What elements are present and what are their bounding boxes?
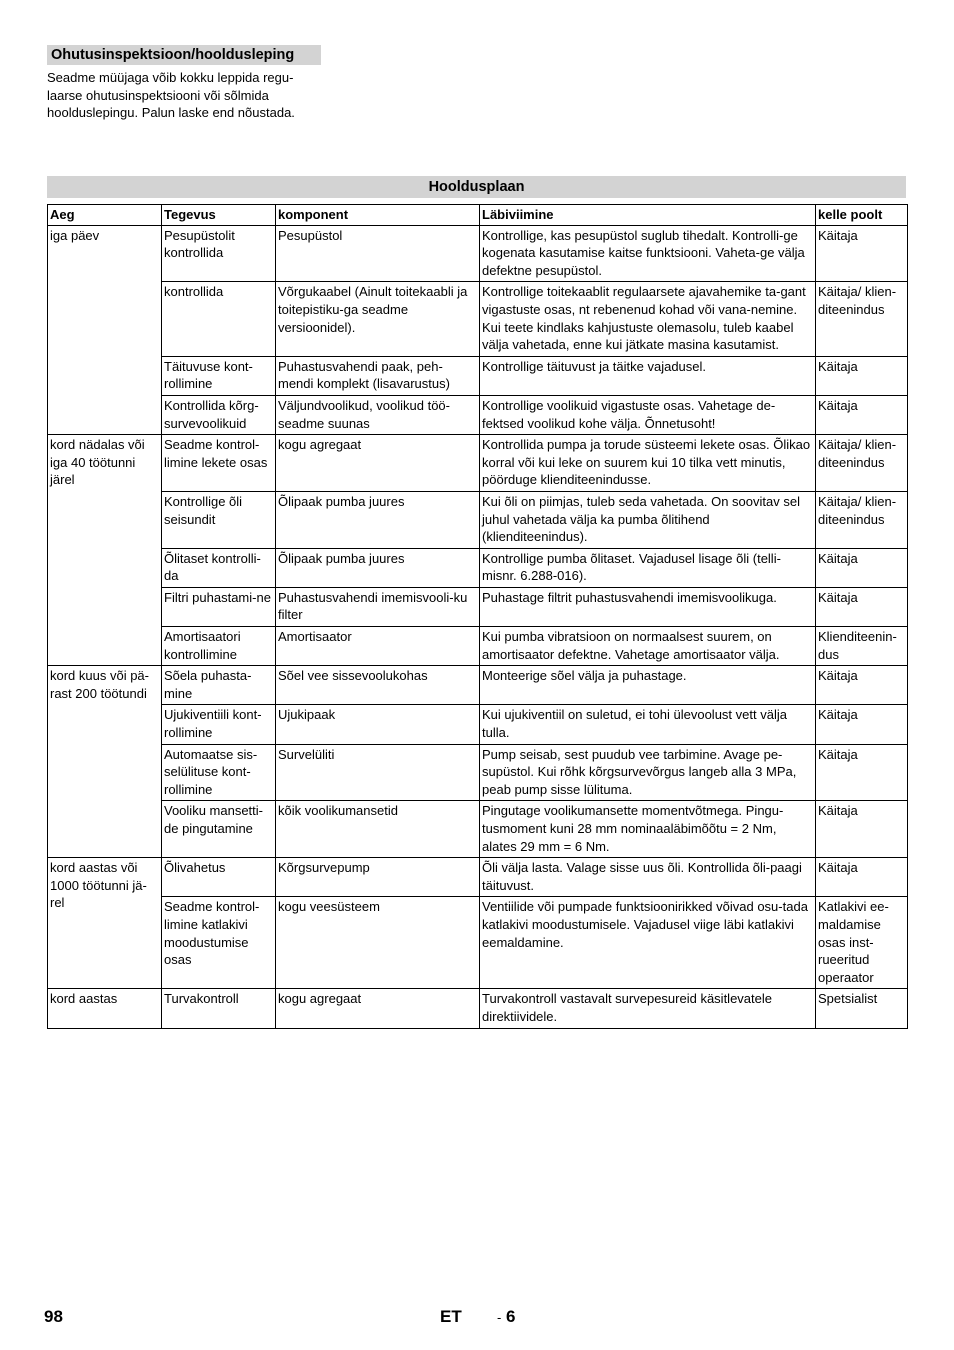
maintenance-plan-table (47, 204, 908, 1029)
cell-procedure: Õli välja lasta. Valage sisse uus õli. Kontrollida õli-paagi täituvust. (480, 858, 816, 897)
table-row (48, 858, 908, 897)
cell-performed-by: Käitaja (816, 548, 908, 587)
cell-component: Pesupüstol (276, 225, 480, 282)
cell-action: Õlivahetus (162, 858, 276, 897)
table-row (48, 666, 908, 705)
cell-action: Täituvuse kont-rollimine (162, 356, 276, 395)
cell-performed-by: Käitaja (816, 744, 908, 801)
cell-performed-by: Käitaja (816, 587, 908, 626)
table-header-row (48, 205, 908, 226)
maintenance-plan-title: Hooldusplaan (47, 176, 906, 198)
table-row (48, 744, 908, 801)
section-title: Ohutusinspektsioon/hooldusleping (47, 45, 321, 65)
cell-performed-by: Käitaja/ klien-diteenindus (816, 435, 908, 492)
cell-action: Turvakontroll (162, 989, 276, 1028)
cell-component: kogu veesüsteem (276, 897, 480, 989)
cell-procedure: Kui ujukiventiil on suletud, ei tohi ülevoolust vett välja tulla. (480, 705, 816, 744)
cell-component: Puhastusvahendi imemisvooli-ku filter (276, 587, 480, 626)
cell-performed-by: Käitaja (816, 705, 908, 744)
cell-time: kord aastas (48, 989, 162, 1028)
cell-action: kontrollida (162, 282, 276, 356)
table-row (48, 705, 908, 744)
cell-component: kogu agregaat (276, 435, 480, 492)
language-code: ET (440, 1307, 462, 1326)
header-component: komponent (276, 205, 480, 226)
cell-procedure: Kontrollige toitekaablit regulaarsete ajavahemike ta-gant vigastuste osas, nt rebenenud kohad või vana-nemine. Kui teete kindlaks kahjustuste olemasolu, tuleb kaabel välja vahetada, enne kui jätkate masina kasutamist. (480, 282, 816, 356)
cell-performed-by: Käitaja/ klien-diteenindus (816, 282, 908, 356)
intro-line: laarse ohutusinspektsiooni või sõlmida (47, 87, 269, 103)
table-row (48, 282, 908, 356)
cell-procedure: Puhastage filtrit puhastusvahendi imemisvoolikuga. (480, 587, 816, 626)
cell-component: Sõel vee sissevoolukohas (276, 666, 480, 705)
cell-performed-by: Käitaja (816, 858, 908, 897)
cell-action: Õlitaset kontrolli-da (162, 548, 276, 587)
cell-procedure: Kui pumba vibratsioon on normaalsest suurem, on amortisaator defektne. Vahetage amortisaator välja. (480, 627, 816, 666)
cell-component: Väljundvoolikud, voolikud töö-seadme suunas (276, 395, 480, 434)
table-row (48, 225, 908, 282)
cell-performed-by: Käitaja/ klien-diteenindus (816, 491, 908, 548)
cell-action: Vooliku mansetti-de pingutamine (162, 801, 276, 858)
cell-action: Kontrollige õli seisundit (162, 491, 276, 548)
cell-performed-by: Spetsialist (816, 989, 908, 1028)
table-row (48, 989, 908, 1028)
cell-component: Võrgukaabel (Ainult toitekaabli ja toitepistiku-ga seadme versioonidel). (276, 282, 480, 356)
table-row (48, 356, 908, 395)
cell-performed-by: Klienditeenin-dus (816, 627, 908, 666)
cell-time: kord kuus või pä-rast 200 töötundi (48, 666, 162, 858)
table-row (48, 395, 908, 434)
cell-action: Seadme kontrol-limine lekete osas (162, 435, 276, 492)
cell-procedure: Pingutage voolikumansette momentvõtmega. Pingu-tusmoment kuni 28 mm nominaaläbimõõtu = 2 Nm, alates 29 mm = 6 Nm. (480, 801, 816, 858)
footer-separator: - (497, 1310, 502, 1325)
cell-action: Kontrollida kõrg-survevoolikuid (162, 395, 276, 434)
cell-action: Pesupüstolit kontrollida (162, 225, 276, 282)
table-row (48, 587, 908, 626)
cell-action: Filtri puhastami-ne (162, 587, 276, 626)
cell-procedure: Kui õli on piimjas, tuleb seda vahetada. On soovitav sel juhul vahetada välja ka pumba õlitihend (klienditeenindus). (480, 491, 816, 548)
cell-performed-by: Katlakivi ee-maldamise osas inst-rueeritud operaator (816, 897, 908, 989)
cell-component: kogu agregaat (276, 989, 480, 1028)
cell-component: kõik voolikumansetid (276, 801, 480, 858)
table-row (48, 491, 908, 548)
cell-component: Õlipaak pumba juures (276, 548, 480, 587)
table-row (48, 897, 908, 989)
cell-procedure: Kontrollige voolikuid vigastuste osas. Vahetage de-fektsed voolikud kohe välja. Õnnetusoht! (480, 395, 816, 434)
page-number: 98 (44, 1307, 63, 1326)
cell-component: Survelüliti (276, 744, 480, 801)
header-performed-by: kelle poolt (816, 205, 908, 226)
cell-action: Sõela puhasta-mine (162, 666, 276, 705)
cell-procedure: Kontrollige, kas pesupüstol suglub tihedalt. Kontrolli-ge kogenata kasutamise kaitse funktsiooni. Vaheta-ge välja defektne pesupüstol. (480, 225, 816, 282)
cell-procedure: Monteerige sõel välja ja puhastage. (480, 666, 816, 705)
intro-paragraph (47, 69, 337, 122)
cell-time: kord aastas või 1000 töötunni jä-rel (48, 858, 162, 989)
intro-line: hoolduslepingu. Palun laske end nõustada. (47, 105, 295, 121)
cell-component: Puhastusvahendi paak, peh-mendi komplekt (lisavarustus) (276, 356, 480, 395)
cell-procedure: Pump seisab, sest puudub vee tarbimine. Avage pe-supüstol. Kui rõhk kõrgsurvevõrgus langeb alla 3 MPa, peab pump sisse lülituma. (480, 744, 816, 801)
cell-action: Automaatse sis-selülituse kont-rollimine (162, 744, 276, 801)
cell-performed-by: Käitaja (816, 395, 908, 434)
cell-procedure: Ventiilide või pumpade funktsioonirikked võivad osu-tada katlakivi moodustumisele. Vajadusel viige läbi katlakivi eemaldamine. (480, 897, 816, 989)
cell-component: Õlipaak pumba juures (276, 491, 480, 548)
header-time: Aeg (48, 205, 162, 226)
cell-performed-by: Käitaja (816, 225, 908, 282)
cell-procedure: Kontrollige täituvust ja täitke vajadusel. (480, 356, 816, 395)
table-body (48, 225, 908, 1028)
cell-component: Kõrgsurvepump (276, 858, 480, 897)
cell-component: Amortisaator (276, 627, 480, 666)
header-action: Tegevus (162, 205, 276, 226)
cell-component: Ujukipaak (276, 705, 480, 744)
header-procedure: Läbiviimine (480, 205, 816, 226)
cell-time: kord nädalas või iga 40 töötunni järel (48, 435, 162, 666)
cell-performed-by: Käitaja (816, 801, 908, 858)
table-row (48, 548, 908, 587)
cell-procedure: Kontrollige pumba õlitaset. Vajadusel lisage õli (telli-misnr. 6.288-016). (480, 548, 816, 587)
table-row (48, 627, 908, 666)
cell-action: Seadme kontrol-limine katlakivi moodustumise osas (162, 897, 276, 989)
table-row (48, 435, 908, 492)
cell-action: Amortisaatori kontrollimine (162, 627, 276, 666)
cell-performed-by: Käitaja (816, 356, 908, 395)
intro-line: Seadme müüjaga võib kokku leppida regu- (47, 70, 294, 85)
table-row (48, 801, 908, 858)
cell-performed-by: Käitaja (816, 666, 908, 705)
cell-procedure: Kontrollida pumpa ja torude süsteemi lekete osas. Õlikao korral või kui leke on suurem kui 10 tilka vett minutis, pöörduge klienditeenindusse. (480, 435, 816, 492)
cell-action: Ujukiventiili kont-rollimine (162, 705, 276, 744)
section-number: 6 (506, 1307, 516, 1326)
cell-time: iga päev (48, 225, 162, 435)
cell-procedure: Turvakontroll vastavalt survepesureid käsitlevatele direktiividele. (480, 989, 816, 1028)
